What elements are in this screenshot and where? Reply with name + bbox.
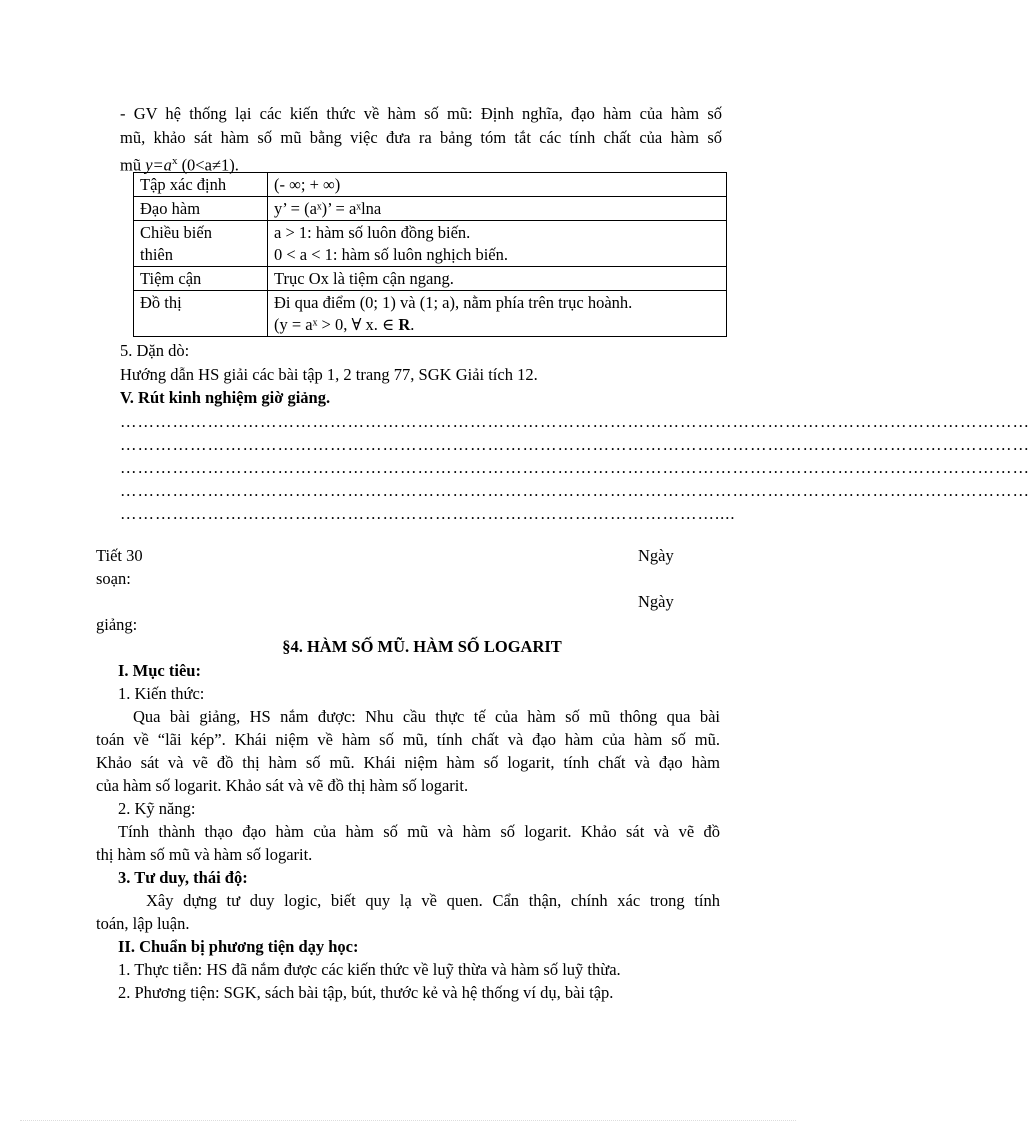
- review-dotted-line: …………………………………………………………………………………………………………………………………………: [120, 435, 1030, 454]
- page-bottom-divider: [20, 1120, 796, 1121]
- knowledge-line: Khảo sát và vẽ đồ thị hàm số mũ. Khái niệm hàm số logarit, tính chất và đạo hàm: [96, 753, 720, 772]
- preparation-item: 1. Thực tiễn: HS đã nắm được các kiến thức về luỹ thừa và hàm số luỹ thừa.: [118, 960, 621, 979]
- intro-line-1: - GV hệ thống lại các kiến thức về hàm số mũ: Định nghĩa, đạo hàm của hàm số: [120, 104, 722, 123]
- table-key: Tiệm cận: [134, 267, 268, 291]
- table-row: [134, 197, 727, 221]
- intro-line-3-prefix: mũ: [120, 155, 146, 175]
- date-prepared-suffix: soạn:: [96, 569, 131, 588]
- table-key: Đạo hàm: [134, 197, 268, 221]
- skills-line: Tính thành thạo đạo hàm của hàm số mũ và hàm số logarit. Khảo sát và vẽ đồ: [118, 822, 720, 841]
- intro-line-3-condition: (0<a≠1).: [177, 155, 239, 175]
- table-row: [134, 291, 727, 337]
- preparation-item: 2. Phương tiện: SGK, sách bài tập, bút, thước kẻ và hệ thống ví dụ, bài tập.: [118, 983, 614, 1002]
- table-key: Tập xác định: [134, 173, 268, 197]
- table-value-line: 0 < a < 1: hàm số luôn nghịch biến.: [274, 245, 508, 264]
- intro-line-2: mũ, khảo sát hàm số mũ bằng việc đưa ra bảng tóm tắt các tính chất của hàm số: [120, 128, 722, 147]
- skills-line: thị hàm số mũ và hàm số logarit.: [96, 845, 313, 864]
- table-row: [134, 221, 727, 267]
- lesson-title: §4. HÀM SỐ MŨ. HÀM SỐ LOGARIT: [282, 637, 562, 656]
- table-value: y’ = (aˣ)’ = aˣlna: [268, 197, 727, 221]
- review-heading: V. Rút kinh nghiệm giờ giảng.: [120, 388, 331, 407]
- attitude-line: toán, lập luận.: [96, 914, 190, 933]
- date-taught-label: Ngày: [638, 592, 674, 611]
- knowledge-line: toán về “lãi kép”. Khái niệm về hàm số mũ, tính chất và đạo hàm của hàm số mũ.: [96, 730, 720, 749]
- attitude-line: Xây dựng tư duy logic, biết quy lạ về quen. Cẩn thận, chính xác trong tính: [146, 891, 720, 910]
- review-dotted-line-end: …………………………………………………………………………………………....: [120, 504, 736, 523]
- homework-text: Hướng dẫn HS giải các bài tập 1, 2 trang 77, SGK Giải tích 12.: [120, 365, 538, 384]
- table-key-line: thiên: [140, 245, 173, 264]
- table-value-line: [274, 314, 720, 336]
- graph-condition-end: .: [410, 315, 415, 334]
- table-value: (- ∞; + ∞): [268, 173, 727, 197]
- review-dotted-line: …………………………………………………………………………………………………………………………………………: [120, 458, 1030, 477]
- knowledge-line: Qua bài giảng, HS nắm được: Nhu cầu thực tế của hàm số mũ thông qua bài: [133, 707, 720, 726]
- date-prepared-label: Ngày: [638, 546, 674, 565]
- exponential-formula: y=a: [145, 155, 172, 175]
- skills-title: 2. Kỹ năng:: [118, 799, 196, 818]
- table-key: Đồ thị: [134, 291, 268, 337]
- table-value-line: Đi qua điểm (0; 1) và (1; a), nằm phía trên trục hoành.: [274, 293, 633, 312]
- table-row: [134, 267, 727, 291]
- review-dotted-line: …………………………………………………………………………………………………………………………………………: [120, 481, 1030, 500]
- table-value: Trục Ox là tiệm cận ngang.: [268, 267, 727, 291]
- knowledge-title: 1. Kiến thức:: [118, 684, 205, 703]
- attitude-title: 3. Tư duy, thái độ:: [118, 868, 248, 887]
- table-key-line: Chiều biến: [140, 223, 212, 242]
- preparation-heading: II. Chuẩn bị phương tiện dạy học:: [118, 937, 359, 956]
- exponential-properties-table: [133, 172, 727, 337]
- table-value-line: a > 1: hàm số luôn đồng biến.: [274, 223, 471, 242]
- homework-title: 5. Dặn dò:: [120, 341, 190, 360]
- table-row: [134, 173, 727, 197]
- review-dotted-line: …………………………………………………………………………………………………………………………………………: [120, 412, 1030, 431]
- knowledge-line: của hàm số logarit. Khảo sát và vẽ đồ thị hàm số logarit.: [96, 776, 469, 795]
- table-key: [134, 221, 268, 267]
- date-taught-suffix: giảng:: [96, 615, 138, 634]
- exponent-x: x: [171, 155, 178, 167]
- real-set-symbol: R: [398, 315, 411, 334]
- graph-condition: (y = aˣ > 0, ∀ x. ∈: [274, 315, 399, 334]
- table-value: [268, 221, 727, 267]
- objectives-heading: I. Mục tiêu:: [118, 661, 201, 680]
- table-value: [268, 291, 727, 337]
- lesson-period: Tiết 30: [96, 546, 143, 565]
